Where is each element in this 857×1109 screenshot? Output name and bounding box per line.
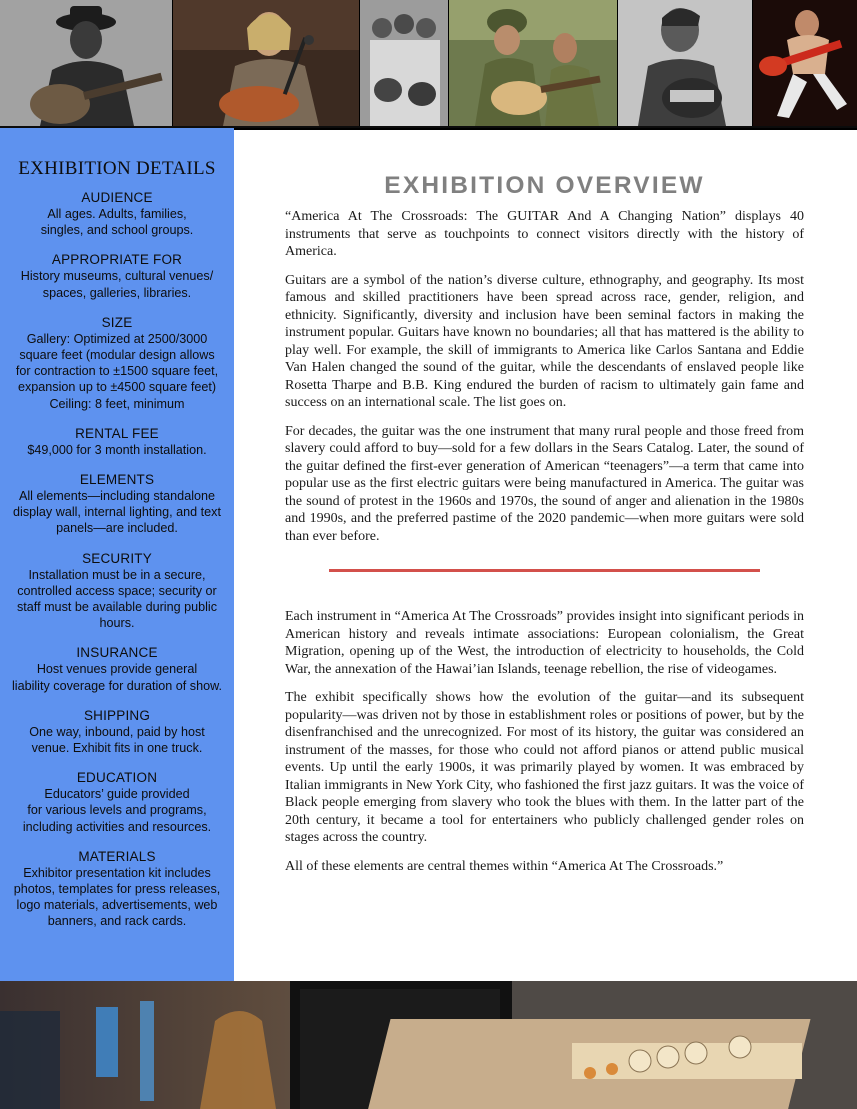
detail-rental-fee (6, 426, 228, 458)
header-photo-strip (0, 0, 857, 130)
overview-paragraph: The exhibit specifically shows how the evolution of the guitar—and its subsequent popularity—was driven not by those in establishment roles or positions of power, but by the disenfranchised and the unrecognized. For most of its history, the guitar was considered an instrument of the masses, for those who could not afford pianos or attend public musical events. Up until the early 1900s, it was primarily played by women. It was embraced by Italian immigrants in New York City, who fashioned the first jazz guitars. It was the voice of Black people emerging from slavery who took the blues with them. In the latter part of the 20th century, it became a tool for entertainers who publicly challenged gender roles on stages across the country. (285, 690, 804, 845)
detail-appropriate-for (6, 252, 228, 300)
photo-soldiers-guitar (449, 0, 618, 126)
detail-title: RENTAL FEE (75, 425, 159, 441)
detail-text: $49,000 for 3 month installation. (27, 442, 207, 457)
detail-text: All elements—including standalone display wall, internal lighting, and text panels—are included. (13, 489, 221, 536)
sidebar-heading: EXHIBITION DETAILS (18, 158, 216, 179)
photo-rocker-jumping (753, 0, 857, 126)
detail-title: SIZE (101, 314, 133, 330)
detail-audience (6, 190, 228, 238)
detail-size (6, 315, 228, 412)
detail-insurance (6, 645, 228, 693)
photo-bw-group-guitars (360, 0, 449, 126)
detail-text: Educators’ guide provided for various levels and programs, including activities and resources. (22, 787, 212, 834)
detail-text: Gallery: Optimized at 2500/3000 square feet (modular design allows for contraction to ±1500 square feet, expansion up to ±4500 square feet) Ceiling: 8 feet, minimum (15, 331, 219, 411)
overview-paragraph: Each instrument in “America At The Crossroads” provides insight into significant periods in American history and reveals intimate associations: European colonialism, the Great Migration, opening up of the West, the introduction of electricity to households, the Cold War, the annexation of the Hawai’ian Islands, teenage rebellion, the rise of videogames. (285, 609, 804, 677)
overview-paragraph: Guitars are a symbol of the nation’s diverse culture, ethnography, and geography. Its most famous and skilled practitioners have been spread across race, gender, religion, and ethnicity. Significantly, diversity and inclusion have been seminal factors in making the instrument popular. Guitars have known no boundaries; all that has mattered is the ability to play well. For example, the skill of immigrants to America like Carlos Santana and Eddie Van Halen changed the sound of the guitar, while the descendants of enslaved people like Rosetta Tharpe and B.B. King endured the burden of racism to ultimately gain fame and success on an international scale. The list goes on. (285, 272, 804, 410)
detail-title: SHIPPING (83, 707, 151, 723)
detail-title: INSURANCE (76, 645, 158, 661)
photo-bw-guitarist-hat (0, 0, 173, 126)
detail-text: One way, inbound, paid by host venue. Exhibit fits in one truck. (29, 724, 205, 756)
overview-paragraph: For decades, the guitar was the one instrument that many rural people and those freed from slavery could afford to buy—sold for a few dollars in the Sears Catalog. Later, the sound of the guitar defined the first-ever generation of American “teenagers”—a term that came into popular use as the first electric guitars were being manufactured in America. The guitar was the sound of protest in the 1960s and 1970s, the sound of anger and alienation in the 1980s and 1990s, and the preferred pastime of the 2020 pandemic—when more guitars were sold than ever before. (285, 423, 804, 544)
detail-title: ELEMENTS (79, 472, 155, 488)
detail-title: MATERIALS (78, 848, 156, 864)
detail-title: APPROPRIATE FOR (51, 252, 183, 268)
exhibition-details-sidebar (0, 128, 234, 981)
detail-text: Installation must be in a secure, controlled access space; security or staff must be available during public hours. (17, 567, 217, 631)
overview-paragraph: All of these elements are central themes within “America At The Crossroads.” (285, 858, 724, 874)
detail-education (6, 770, 228, 835)
detail-elements (6, 472, 228, 537)
exhibition-overview (285, 168, 804, 886)
detail-materials (6, 849, 228, 930)
detail-text: Host venues provide general liability coverage for duration of show. (11, 662, 222, 693)
photo-guitarist-microphone (173, 0, 360, 126)
photo-bw-guitarist (618, 0, 753, 126)
overview-paragraph: “America At The Crossroads: The GUITAR And A Changing Nation” displays 40 instruments that serve as touchpoints to connect visitors directly with the history of America. (285, 209, 804, 259)
detail-security (6, 551, 228, 632)
page-title: EXHIBITION OVERVIEW (384, 172, 705, 199)
detail-text: History museums, cultural venues/ spaces, galleries, libraries. (20, 269, 214, 300)
detail-title: AUDIENCE (81, 190, 153, 205)
detail-title: EDUCATION (76, 770, 158, 786)
detail-text: All ages. Adults, families, singles, and school groups. (40, 207, 194, 238)
section-divider (329, 569, 760, 572)
detail-title: SECURITY (82, 550, 152, 566)
detail-text: Exhibitor presentation kit includes photos, templates for press releases, logo materials, advertisements, web banners, and rack cards. (13, 865, 221, 929)
detail-shipping (6, 708, 228, 756)
footer-photo-guitars-amplifier (0, 981, 857, 1109)
